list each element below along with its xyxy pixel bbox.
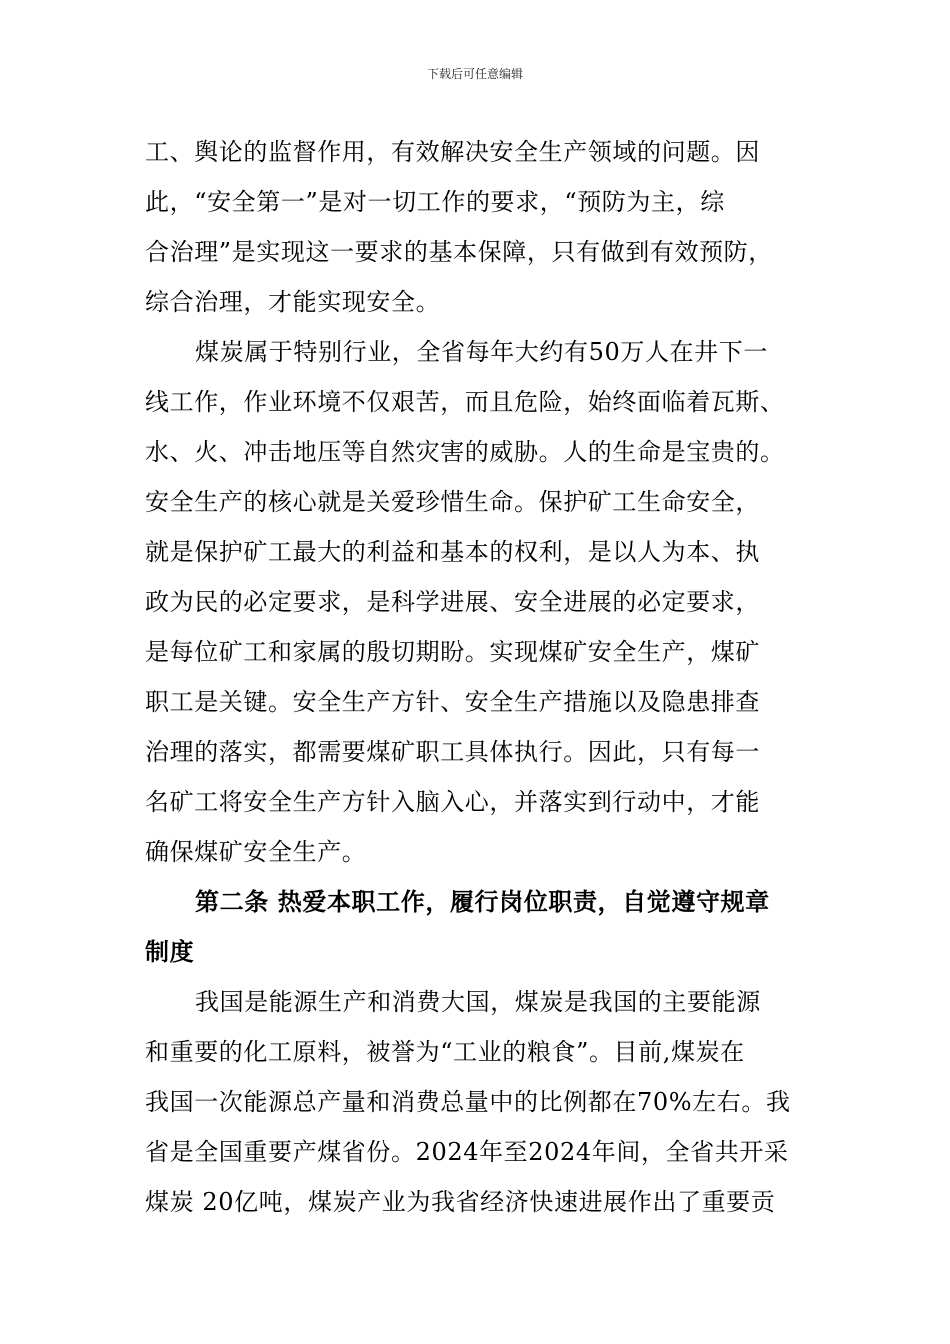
paragraph-line: 线工作，作业环境不仅艰苦，而且危险，始终面临着瓦斯、 — [145, 388, 785, 416]
paragraph-line: 安全生产的核心就是关爱珍惜生命。保护矿工生命安全， — [145, 488, 760, 516]
paragraph-line: 合治理”是实现这一要求的基本保障，只有做到有效预防， — [145, 238, 773, 266]
section-heading-line: 第二条 热爱本职工作，履行岗位职责，自觉遵守规章 — [195, 887, 770, 916]
paragraph-line: 水、火、冲击地压等自然灾害的威胁。人的生命是宝贵的。 — [145, 438, 785, 466]
paragraph-line: 确保煤矿安全生产。 — [145, 838, 367, 866]
paragraph-line: 和重要的化工原料，被誉为“工业的粮食”。目前,煤炭在 — [145, 1038, 745, 1066]
paragraph-line: 职工是关键。安全生产方针、安全生产措施以及隐患排查 — [145, 688, 760, 716]
paragraph-line: 此，“安全第一”是对一切工作的要求，“预防为主，综 — [145, 188, 725, 216]
paragraph-line: 就是保护矿工最大的利益和基本的权利，是以人为本、执 — [145, 538, 760, 566]
section-heading-line: 制度 — [145, 937, 195, 966]
paragraph-line: 名矿工将安全生产方针入脑入心，并落实到行动中，才能 — [145, 788, 760, 816]
paragraph-line: 工、舆论的监督作用，有效解决安全生产领域的问题。因 — [145, 138, 760, 166]
paragraph-line: 治理的落实，都需要煤矿职工具体执行。因此，只有每一 — [145, 738, 760, 766]
paragraph-line: 省是全国重要产煤省份。2024年至2024年间，全省共开采 — [145, 1138, 789, 1166]
paragraph-line: 是每位矿工和家属的殷切期盼。实现煤矿安全生产，煤矿 — [145, 638, 760, 666]
paragraph-line: 煤炭属于特别行业，全省每年大约有50万人在井下一 — [195, 338, 768, 366]
paragraph-line: 政为民的必定要求，是科学进展、安全进展的必定要求， — [145, 588, 760, 616]
page-header: 下载后可任意编辑 — [426, 67, 523, 81]
paragraph-line: 我国一次能源总产量和消费总量中的比例都在70%左右。我 — [145, 1088, 791, 1116]
paragraph-line: 我国是能源生产和消费大国，煤炭是我国的主要能源 — [195, 988, 761, 1016]
paragraph-line: 综合治理，才能实现安全。 — [145, 288, 441, 316]
paragraph-line: 煤炭 20亿吨，煤炭产业为我省经济快速进展作出了重要贡 — [145, 1188, 776, 1216]
